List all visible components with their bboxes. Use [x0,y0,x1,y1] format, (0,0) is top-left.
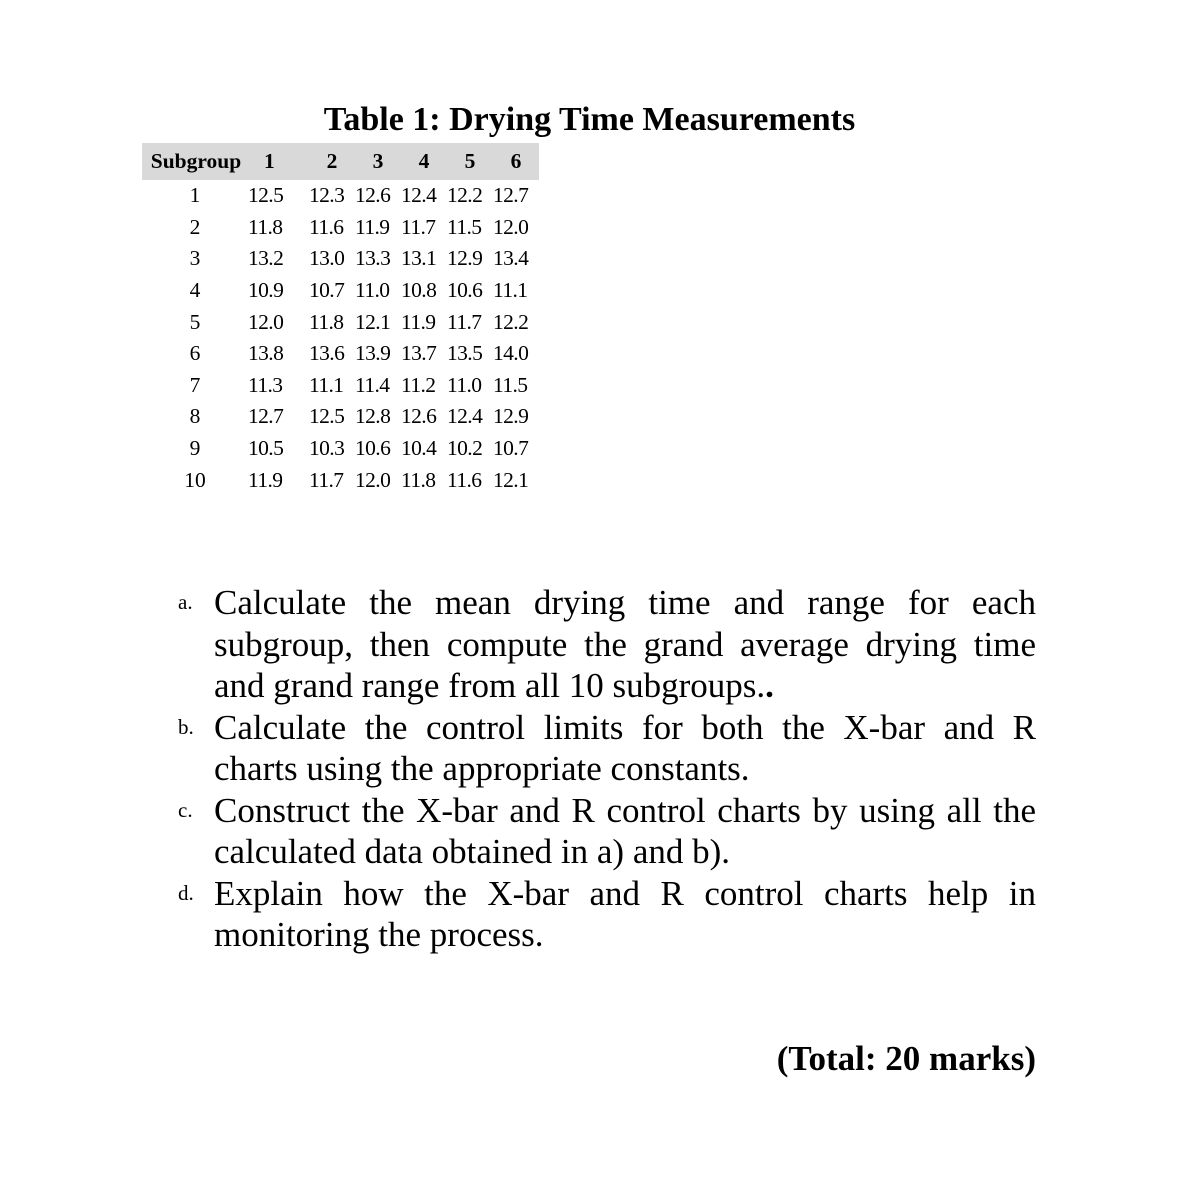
measurement-cell: 12.4 [401,183,437,208]
measurement-cell: 12.6 [355,183,391,208]
table-body [142,180,539,496]
subgroup-cell: 2 [189,214,201,239]
measurement-cell: 11.1 [309,372,344,397]
measurement-cell: 12.2 [447,183,483,208]
measurement-cell: 13.0 [309,246,345,271]
subgroup-cell: 6 [189,341,201,366]
measurement-cell: 10.4 [401,436,437,461]
measurement-cell: 10.8 [401,278,437,303]
measurement-cell: 12.0 [493,214,529,239]
measurement-cell: 12.2 [493,309,529,334]
measurement-cell: 11.0 [355,278,390,303]
measurement-cell: 12.4 [447,404,483,429]
drying-time-table [142,143,539,496]
subgroup-cell: 10 [184,467,206,492]
question-text: Explain how the X-bar and R control charts help in monitoring the process. [214,873,1036,954]
table-row [142,338,539,370]
question-marker: d. [178,880,194,905]
table-row [142,180,539,212]
measurement-cell: 10.3 [309,436,345,461]
measurement-cell: 12.9 [493,404,529,429]
question-suffix: . [765,666,774,705]
header-sample-5: 5 [447,143,493,180]
table-row [142,464,539,496]
table-row [142,401,539,433]
question-a [166,582,1036,707]
subgroup-cell: 8 [189,404,201,429]
table-row [142,370,539,402]
measurement-cell: 10.5 [248,436,284,461]
measurement-cell: 13.1 [401,246,437,271]
question-marker: c. [178,797,193,822]
header-sample-3: 3 [355,143,401,180]
measurement-cell: 13.2 [248,246,284,271]
measurement-cell: 12.3 [309,183,345,208]
measurement-cell: 10.2 [447,436,483,461]
measurement-cell: 13.6 [309,341,345,366]
measurement-cell: 12.0 [248,309,284,334]
measurement-cell: 12.8 [355,404,391,429]
measurement-cell: 11.6 [447,467,482,492]
table-row [142,275,539,307]
measurement-cell: 11.2 [401,372,436,397]
subgroup-cell: 3 [189,246,201,271]
measurement-cell: 13.8 [248,341,284,366]
question-b [166,707,1036,790]
header-sample-6: 6 [493,143,539,180]
measurement-cell: 11.8 [309,309,344,334]
measurement-cell: 12.1 [355,309,391,334]
measurement-cell: 13.3 [355,246,391,271]
measurement-cell: 14.0 [493,341,529,366]
table-header-row [142,143,539,180]
measurement-cell: 11.7 [309,467,344,492]
total-marks: (Total: 20 marks) [776,1039,1036,1078]
measurement-cell: 12.6 [401,404,437,429]
question-text: Calculate the control limits for both the X-bar and R charts using the appropriate constants. [214,707,1036,788]
header-subgroup: Subgroup [142,143,248,180]
table-row [142,306,539,338]
question-d [166,873,1036,956]
header-sample-1: 1 [248,143,309,180]
measurement-cell: 11.1 [493,278,528,303]
measurement-cell: 11.0 [447,372,482,397]
question-marker: b. [178,714,194,739]
measurement-cell: 12.5 [248,183,284,208]
measurement-cell: 11.9 [355,214,390,239]
measurement-cell: 12.0 [355,467,391,492]
subgroup-cell: 1 [189,183,201,208]
question-list [166,582,1036,956]
measurement-cell: 10.7 [493,436,529,461]
question-text: Calculate the mean drying time and range for each subgroup, then compute the grand average drying time and grand range from all 10 subgroups. [214,583,1036,705]
measurement-cell: 11.3 [248,372,283,397]
measurement-cell: 12.9 [447,246,483,271]
measurement-cell: 13.7 [401,341,437,366]
subgroup-cell: 9 [189,436,201,461]
table-row [142,243,539,275]
measurement-cell: 13.4 [493,246,529,271]
measurement-cell: 13.5 [447,341,483,366]
question-text: Construct the X-bar and R control charts by using all the calculated data obtained in a) and b). [214,790,1036,871]
measurement-cell: 11.8 [401,467,436,492]
measurement-cell: 11.5 [447,214,482,239]
measurement-cell: 11.9 [401,309,436,334]
table-title: Table 1: Drying Time Measurements [323,101,856,138]
measurement-cell: 11.7 [401,214,436,239]
subgroup-cell: 4 [189,278,201,303]
question-c [166,790,1036,873]
measurement-cell: 11.7 [447,309,482,334]
measurement-cell: 10.7 [309,278,345,303]
measurement-cell: 10.6 [447,278,483,303]
subgroup-cell: 5 [189,309,201,334]
measurement-cell: 12.1 [493,467,529,492]
subgroup-cell: 7 [189,372,201,397]
measurement-cell: 11.8 [248,214,283,239]
measurement-cell: 11.4 [355,372,390,397]
measurement-cell: 11.9 [248,467,283,492]
question-marker: a. [178,590,193,614]
measurement-cell: 12.7 [493,183,529,208]
measurement-cell: 13.9 [355,341,391,366]
header-sample-4: 4 [401,143,447,180]
measurement-cell: 12.7 [248,404,284,429]
measurement-cell: 10.9 [248,278,284,303]
measurement-cell: 11.6 [309,214,344,239]
measurement-cell: 10.6 [355,436,391,461]
header-sample-2: 2 [309,143,355,180]
table-row [142,433,539,465]
measurement-cell: 11.5 [493,372,528,397]
measurement-cell: 12.5 [309,404,345,429]
table-row [142,212,539,244]
